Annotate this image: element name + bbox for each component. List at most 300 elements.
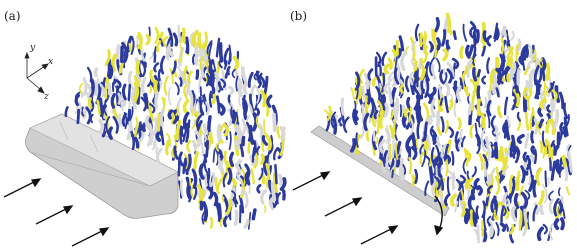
vortex-strand [117, 89, 118, 104]
vortex-strand [211, 134, 213, 143]
vortex-strand [219, 132, 220, 141]
vortex-strand [197, 71, 198, 78]
vortex-strand [87, 108, 90, 123]
vortex-strand [132, 132, 134, 149]
vortex-strand [454, 32, 455, 39]
vortex-strand [95, 69, 96, 75]
vortex-strand [449, 127, 453, 137]
vortex-strand [550, 200, 552, 213]
vortex-strand [213, 95, 214, 102]
vortex-strand [466, 180, 467, 188]
vortex-strand [200, 166, 202, 179]
vortex-strand [548, 178, 549, 184]
vortex-strand [385, 65, 388, 72]
vortex-strand [392, 140, 393, 157]
coordinate-triad-icon [25, 43, 53, 102]
vortex-strand [243, 68, 246, 81]
vortex-strand [547, 65, 549, 80]
vortex-strand [135, 126, 136, 138]
vortex-strand [380, 141, 383, 152]
vortex-strand [463, 25, 466, 41]
vortex-strand [169, 88, 171, 105]
vortex-strand [400, 37, 403, 50]
vortex-strand [221, 44, 222, 61]
vortex-strand [555, 220, 557, 228]
vortex-strand [477, 31, 478, 42]
flow-arrow-icon [325, 198, 361, 216]
vortex-strand [446, 160, 447, 175]
vortex-strand [477, 135, 479, 144]
vortex-strand [210, 92, 211, 107]
vortex-strand [441, 117, 443, 131]
vortex-strand [369, 70, 372, 80]
vortex-strand [205, 125, 207, 133]
vortex-strand [208, 169, 209, 182]
vortex-strand [253, 210, 255, 219]
vortex-strand [532, 132, 533, 142]
vortex-strand [390, 88, 392, 103]
vortex-strand [196, 45, 198, 56]
vortex-strand [421, 70, 424, 79]
vortex-strand [194, 32, 197, 45]
vortex-strand [470, 46, 473, 55]
vortex-strand [245, 221, 248, 227]
vortex-strand [274, 149, 276, 159]
vortex-strand [262, 91, 265, 105]
vortex-strand [425, 182, 428, 196]
vortex-strand [229, 54, 230, 64]
vortex-strand [265, 206, 266, 212]
vortex-strand [508, 75, 509, 81]
vortex-strand [479, 187, 481, 194]
vortex-strand [500, 173, 501, 183]
panel-b [289, 0, 577, 252]
vortex-strand [502, 38, 504, 53]
vortex-strand [236, 77, 238, 91]
vortex-strand [537, 169, 541, 184]
vortex-strand [420, 34, 421, 46]
vortex-strand [161, 57, 164, 73]
vortex-strand [499, 107, 501, 116]
vortex-strand [469, 179, 472, 188]
vortex-strand [496, 177, 499, 194]
vortex-strand [502, 224, 505, 230]
vortex-strand [563, 157, 565, 166]
vortex-strand [225, 49, 228, 65]
vortex-strand [495, 127, 497, 133]
vortex-strand [360, 70, 363, 83]
vortex-strand [467, 88, 468, 95]
vortex-strand [112, 95, 114, 108]
vortex-strand [511, 32, 514, 40]
vortex-strand [263, 137, 266, 145]
vortex-strand [109, 84, 110, 94]
vortex-strand [136, 138, 138, 147]
vortex-strand [471, 211, 472, 225]
vortex-strand [478, 226, 479, 243]
vortex-strand [185, 101, 188, 111]
vortex-strand [150, 53, 153, 59]
vortex-strand [484, 32, 486, 41]
vortex-strand [426, 63, 428, 80]
vortex-strand [487, 58, 489, 72]
vortex-strand [547, 106, 550, 112]
vortex-strand [465, 67, 467, 74]
vortex-strand [154, 119, 157, 133]
vortex-strand [234, 113, 236, 122]
vortex-strand [478, 70, 480, 77]
vortex-visualization-b [289, 0, 577, 252]
vortex-strand [470, 28, 473, 38]
vortex-strand [436, 166, 437, 176]
vortex-strand [425, 141, 426, 149]
vortex-strand [419, 108, 421, 120]
vortex-strand [180, 77, 182, 86]
vortex-strand [478, 100, 479, 114]
vortex-strand [446, 121, 448, 132]
vortex-strand [565, 166, 567, 180]
vortex-strand [274, 115, 275, 131]
vortex-strand [496, 58, 498, 69]
vortex-strand [193, 55, 194, 64]
vortex-strand [174, 34, 176, 45]
vortex-strand [195, 153, 197, 168]
vortex-strand [217, 97, 219, 113]
vortex-strand [482, 77, 485, 84]
vortex-strand [448, 177, 450, 195]
vortex-strand [475, 35, 476, 44]
vortex-strand [123, 85, 125, 99]
vortex-strand [361, 128, 364, 138]
vortex-strand [549, 191, 553, 199]
vortex-strand [202, 65, 203, 77]
vortex-strand [165, 77, 168, 94]
vortex-strand [430, 167, 432, 184]
vortex-strand [492, 71, 494, 82]
vortex-strand [525, 67, 528, 74]
vortex-strand [529, 45, 532, 57]
vortex-strand [543, 132, 545, 147]
vortex-strand [391, 112, 393, 119]
vortex-strand [402, 53, 405, 70]
vortex-strand [176, 83, 179, 95]
vortex-strand [537, 81, 538, 90]
vortex-strand [154, 64, 157, 72]
vortex-strand [560, 93, 562, 108]
vortex-strand [373, 79, 375, 86]
vortex-strand [526, 134, 529, 147]
vortex-strand [118, 46, 119, 61]
vortex-strand [344, 118, 348, 132]
vortex-strand [448, 70, 452, 82]
vortex-strand [355, 112, 357, 119]
vortex-strand [193, 170, 196, 188]
flow-arrow-icon [36, 206, 72, 224]
vortex-strand [405, 110, 407, 116]
vortex-strand [156, 28, 158, 43]
vortex-strand [106, 51, 109, 65]
vortex-strand [408, 99, 410, 110]
vortex-strand [496, 133, 499, 141]
vortex-strand [156, 148, 157, 155]
vortex-strand [225, 152, 228, 168]
vortex-strand [257, 147, 259, 155]
vortex-strand [128, 123, 130, 139]
vortex-strand [249, 105, 251, 112]
vortex-strand [527, 82, 529, 88]
vortex-strand [474, 69, 476, 80]
vortex-strand [273, 184, 275, 200]
vortex-strand [518, 71, 519, 84]
vortex-strand [245, 192, 247, 207]
vortex-strand [386, 130, 389, 141]
vortex-strand [243, 138, 244, 145]
vortex-strand [113, 56, 115, 70]
vortex-strand [461, 47, 462, 57]
vortex-strand [401, 85, 403, 92]
vortex-strand [522, 167, 524, 182]
flow-arrow-icon [293, 172, 329, 190]
vortex-strand [562, 219, 563, 229]
vortex-strand [462, 137, 465, 147]
vortex-strand [157, 42, 160, 52]
vortex-strand [263, 144, 264, 151]
vortex-strand [366, 97, 367, 113]
vortex-strand [485, 98, 486, 107]
vortex-strand [428, 117, 431, 123]
vortex-strand [98, 101, 100, 114]
vortex-strand [187, 42, 188, 52]
vortex-strand [413, 176, 414, 185]
vortex-strand [375, 138, 378, 144]
vortex-strand [199, 34, 201, 47]
vortex-strand [219, 205, 220, 221]
vortex-strand [436, 19, 438, 31]
vortex-strand [385, 104, 387, 115]
vortex-strand [532, 117, 533, 125]
vortex-strand [252, 86, 255, 93]
vortex-strand [66, 107, 68, 115]
vortex-strand [253, 148, 254, 162]
flow-arrow-icon [72, 228, 108, 246]
vortex-strand [514, 63, 515, 73]
vortex-strand [425, 123, 427, 140]
vortex-strand [266, 135, 270, 149]
vortex-strand [220, 161, 222, 168]
vortex-strand [420, 87, 421, 94]
vortex-strand [458, 87, 460, 101]
vortex-strand [517, 45, 518, 61]
vortex-strand [78, 110, 79, 123]
flow-arrow-icon [361, 226, 397, 244]
vortex-strand [559, 188, 560, 195]
vortex-strand [216, 73, 218, 89]
vortex-strand [487, 36, 490, 45]
vortex-strand [482, 114, 483, 126]
vortex-strand [262, 191, 266, 203]
vortex-strand [333, 117, 335, 133]
vortex-strand [463, 159, 466, 173]
vortex-strand [438, 138, 440, 146]
vortex-strand [541, 142, 542, 153]
vortex-strand [189, 72, 192, 82]
vortex-strand [230, 132, 231, 149]
vortex-strand [563, 209, 564, 218]
vortex-strand [541, 206, 543, 213]
vortex-strand [82, 108, 83, 116]
vortex-strand [84, 79, 86, 95]
vortex-strand [488, 176, 490, 183]
vortex-strand [526, 113, 528, 130]
vortex-strand [409, 158, 411, 173]
vortex-strand [180, 153, 183, 165]
vortex-strand [417, 139, 418, 149]
vortex-strand [546, 171, 547, 186]
vortex-strand [268, 96, 271, 106]
vortex-strand [179, 26, 181, 40]
vortex-strand [416, 170, 417, 183]
vortex-strand [426, 156, 430, 164]
vortex-strand [438, 39, 440, 49]
vortex-strand [89, 99, 91, 108]
vortex-strand [275, 165, 276, 183]
vortex-strand [513, 136, 515, 151]
vortex-strand [544, 225, 547, 234]
vortex-strand [467, 46, 469, 57]
vortex-strand [560, 203, 562, 212]
vortex-strand [564, 128, 566, 136]
vortex-strand [455, 202, 457, 212]
vortex-strand [119, 94, 120, 104]
vortex-strand [564, 104, 566, 118]
vortex-strand [567, 187, 569, 195]
vortex-strand [230, 87, 233, 93]
vortex-strand [443, 31, 445, 45]
vortex-strand [198, 103, 199, 113]
vortex-strand [524, 153, 526, 161]
vortex-strand [258, 185, 260, 192]
vortex-strand [76, 96, 78, 105]
vortex-strand [528, 92, 531, 109]
vortex-strand [342, 99, 343, 114]
vortex-strand [190, 92, 192, 109]
vortex-strand [151, 71, 153, 81]
vortex-strand [280, 176, 282, 185]
vortex-strand [445, 195, 449, 205]
axis-label-x: x [48, 57, 54, 67]
vortex-strand [496, 223, 498, 235]
vortex-strand [220, 105, 223, 114]
vortex-strand [130, 44, 131, 51]
vortex-strand [383, 53, 386, 65]
vortex-strand [515, 195, 517, 208]
vortex-strand [416, 25, 418, 40]
vortex-strand [158, 150, 162, 163]
vortex-strand [100, 121, 102, 132]
vortex-strand [226, 71, 228, 77]
vortex-strand [325, 111, 329, 121]
vortex-strand [352, 140, 355, 151]
vortex-strand [484, 164, 486, 176]
vortex-strand [129, 85, 130, 100]
vortex-strand [184, 67, 186, 80]
vortex-strand [397, 99, 398, 114]
vortex-strand [441, 71, 443, 83]
vortex-strand [389, 59, 391, 68]
vortex-strand [385, 84, 388, 92]
vortex-strand [506, 225, 508, 231]
vortex-strand [147, 117, 150, 128]
vortex-strand [560, 159, 561, 171]
vortex-strand [459, 119, 460, 129]
vortex-strand [239, 80, 241, 89]
vortex-strand [231, 153, 233, 165]
vortex-strand [395, 125, 397, 140]
vortex-strand [418, 123, 419, 138]
vortex-strand [455, 103, 456, 116]
vortex-strand [437, 59, 440, 72]
vortex-strand [229, 169, 231, 183]
vortex-strand [497, 89, 499, 97]
vortex-strand [444, 50, 447, 60]
vortex-strand [446, 83, 449, 95]
vortex-strand [249, 141, 251, 153]
vortex-strand [425, 33, 426, 42]
vortex-strand [453, 172, 454, 190]
vortex-strand [278, 127, 280, 137]
vortex-strand [484, 212, 486, 230]
vortex-strand [473, 167, 476, 176]
vortex-strand [425, 47, 427, 54]
vortex-strand [178, 67, 181, 77]
vortex-strand [452, 195, 456, 205]
vortex-strand [211, 218, 212, 228]
panel-label-a: (a) [4, 9, 21, 23]
vortex-strand [243, 120, 245, 135]
vortex-strand [109, 128, 111, 138]
vortex-strand [547, 120, 550, 131]
axis-label-z: z [44, 92, 49, 102]
vortex-strand [487, 138, 490, 144]
vortex-strand [482, 222, 483, 236]
panel-label-b: (b) [290, 9, 308, 23]
vortex-strand [530, 71, 533, 86]
vortex-strand [470, 195, 473, 209]
vortex-strand [249, 73, 252, 86]
vortex-strand [403, 116, 404, 126]
vortex-strand [161, 111, 163, 125]
vortex-strand [539, 228, 542, 239]
vortex-strand [529, 178, 530, 184]
vortex-strand [110, 66, 111, 77]
vortex-strand [446, 97, 448, 112]
vortex-strand [540, 192, 543, 204]
vortex-strand [129, 72, 131, 84]
vortex-strand [194, 188, 196, 199]
vortex-strand [147, 36, 149, 44]
vortex-strand [136, 36, 138, 47]
vortex-strand [505, 98, 507, 114]
vortex-strand [264, 120, 265, 135]
vortex-strand [144, 124, 145, 130]
vortex-strand [452, 152, 453, 165]
vortex-strand [518, 136, 523, 143]
vortex-strand [555, 111, 558, 127]
vortex-strand [233, 70, 235, 78]
vortex-strand [101, 99, 102, 115]
vortex-strand [187, 141, 190, 151]
vortex-strand [96, 85, 98, 95]
